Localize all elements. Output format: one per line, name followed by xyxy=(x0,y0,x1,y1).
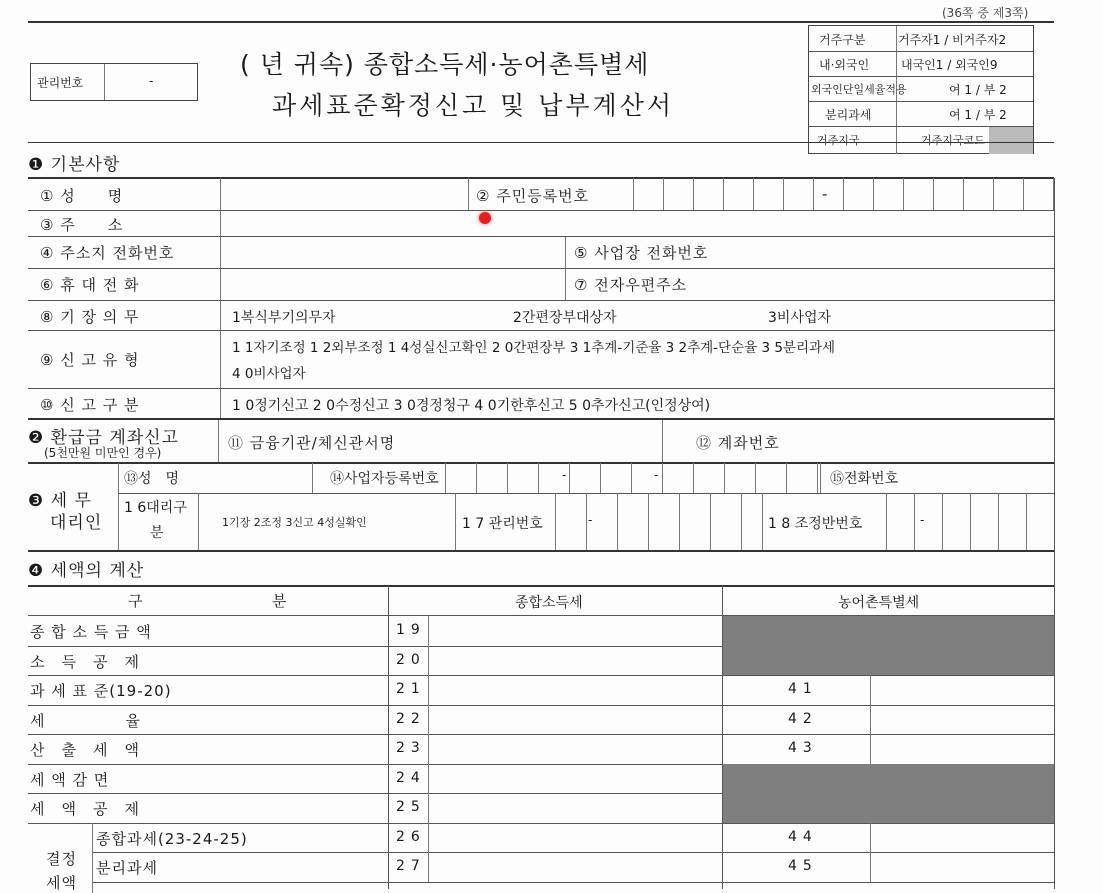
rural-row-divider xyxy=(870,734,871,764)
decided-label-1: 결정 xyxy=(46,850,77,868)
biz-no-digit-cell xyxy=(755,463,756,493)
flat-rate-label: 외국인단일세율적용 xyxy=(811,83,907,96)
tax-row-number: 22 xyxy=(396,710,426,727)
rural-row-number: 43 xyxy=(788,740,818,756)
biz-no-digit-cell xyxy=(507,463,508,493)
agent-mgmt-digit-cell xyxy=(555,493,556,550)
country-label: 거주지국 xyxy=(817,134,860,147)
flat-rate-value: 여 1 / 부 2 xyxy=(949,83,1007,97)
filing-type-label: ⑨ 신 고 유 형 xyxy=(40,351,140,369)
shaded-cell xyxy=(723,616,1054,646)
decided-group-rule xyxy=(28,823,92,824)
tax-row-number: 21 xyxy=(396,681,426,697)
agent-biz-no-label: ⑭사업자등록번호 xyxy=(330,471,439,487)
rural-row-number: 41 xyxy=(788,681,818,697)
decided-group-divider xyxy=(92,823,93,893)
biz-dash-2: - xyxy=(654,468,659,482)
rrn-digit-cell xyxy=(903,178,904,210)
rrn-digit-cell xyxy=(933,178,934,210)
biz-no-digit-cell xyxy=(693,463,694,493)
biz-no-digit-cell xyxy=(662,463,663,493)
tax-row-divider xyxy=(428,616,429,646)
section2-subheading: (5천만원 미만인 경우) xyxy=(44,446,162,460)
agent-mgmt-digit-cell xyxy=(741,493,742,550)
tax-row-rule xyxy=(28,734,1054,735)
tax-row-label: 세 액 공 제 xyxy=(30,800,140,818)
tax-row-divider xyxy=(428,734,429,764)
tax-row-divider xyxy=(428,764,429,794)
bookkeeping-label: ⑧ 기 장 의 무 xyxy=(40,308,140,326)
tax-row-divider xyxy=(428,646,429,676)
tax-row-divider xyxy=(428,852,429,882)
management-number-label: 관리번호 xyxy=(37,76,84,90)
nationality-value: 내국인1 / 외국인9 xyxy=(901,58,998,72)
tax-row-label: 세 율 xyxy=(30,711,141,730)
form-title-line1: ( 년 귀속) 종합소득세·농어촌특별세 xyxy=(240,50,650,79)
rural-row-number: 45 xyxy=(788,858,818,874)
agent-mgmt-no-label: 1 7 관리번호 xyxy=(462,516,543,532)
rural-row-divider xyxy=(870,675,871,705)
agent-class-label-1: 1 6대리구 xyxy=(124,500,187,516)
section3-heading-2: 대리인 xyxy=(50,513,103,533)
agent-mgmt-digit-cell xyxy=(617,493,618,550)
tax-row-label: 분리과세 xyxy=(96,859,158,877)
rrn-label: ② 주민등록번호 xyxy=(476,187,590,205)
nationality-label: 내·외국인 xyxy=(819,58,870,72)
bank-label: ⑪ 금융기관/체신관서명 xyxy=(228,434,396,452)
separate-tax-value: 여 1 / 부 2 xyxy=(949,108,1007,122)
adjust-no-digit-cell xyxy=(970,493,971,550)
adjust-no-digit-cell xyxy=(942,493,943,550)
name-label: ① 성 명 xyxy=(40,187,124,205)
biz-no-digit-cell xyxy=(600,463,601,493)
filing-class-options: 1 0정기신고 2 0수정신고 3 0경정청구 4 0기한후신고 5 0추가신고(인정상여) xyxy=(232,398,711,414)
tax-row-rule xyxy=(92,852,1054,853)
col-division-1: 구 xyxy=(128,592,144,610)
country-code-label: 거주지국코드 xyxy=(921,134,985,147)
col-rural-tax: 농어촌특별세 xyxy=(838,595,920,611)
mobile-label: ⑥ 휴 대 전 화 xyxy=(40,276,140,294)
rrn-dash: - xyxy=(822,185,829,203)
tax-row-rule xyxy=(28,823,1054,824)
tax-row-number: 26 xyxy=(396,828,426,845)
adjust-no-digit-cell xyxy=(914,493,915,550)
section4-heading: ❹ 세액의 계산 xyxy=(28,561,145,581)
col-division-2: 분 xyxy=(272,592,288,610)
residency-value: 거주자1 / 비거주자2 xyxy=(898,33,1007,47)
agent-class-options: 1기장 2조정 3신고 4성실확인 xyxy=(222,516,367,529)
agent-mgmt-digit-cell xyxy=(679,493,680,550)
adjust-no-digit-cell xyxy=(998,493,999,550)
tax-row-divider xyxy=(428,705,429,735)
biz-no-digit-cell xyxy=(786,463,787,493)
shaded-cell xyxy=(723,793,1054,823)
biz-no-digit-cell xyxy=(724,463,725,493)
rrn-digit-cell xyxy=(1023,178,1024,210)
agent-mgmt-digit-cell xyxy=(586,493,587,550)
home-phone-label: ④ 주소지 전화번호 xyxy=(40,244,175,262)
tax-row-divider xyxy=(428,675,429,705)
tax-row-divider xyxy=(428,823,429,853)
rural-row-divider xyxy=(870,705,871,735)
section2-heading: ❷ 환급금 계좌신고 xyxy=(28,428,180,448)
bookkeeping-option-1: 1복식부기의무자 xyxy=(232,310,336,326)
section1-heading: ❶ 기본사항 xyxy=(28,155,121,175)
form-title-line2: 과세표준확정신고 및 납부계산서 xyxy=(272,91,674,120)
decided-label-2: 세액 xyxy=(46,874,77,892)
bookkeeping-option-3: 3비사업자 xyxy=(768,310,832,326)
tax-row-number: 19 xyxy=(396,622,426,638)
rrn-digit-cell xyxy=(633,178,634,210)
tax-row-label: 과 세 표 준(19-20) xyxy=(30,682,172,700)
residency-box xyxy=(808,25,1034,154)
tax-row-number: 25 xyxy=(396,799,426,815)
separate-tax-label: 분리과세 xyxy=(825,108,872,122)
filing-type-options-1: 1 1자기조정 1 2외부조정 1 4성실신고확인 2 0간편장부 3 1추계-기준율 3 2추계-단순율 3 5분리과세 xyxy=(232,340,836,356)
management-number-value: - xyxy=(149,74,154,88)
rural-row-number: 42 xyxy=(788,710,818,727)
agent-name-label: ⑬성 명 xyxy=(124,471,180,487)
residency-label: 거주구분 xyxy=(819,33,866,47)
section3-heading-1: ❸ 세 무 xyxy=(28,491,92,511)
adjust-no-label: 1 8 조정반번호 xyxy=(768,516,863,532)
page-note: (36쪽 중 제3쪽) xyxy=(942,6,1029,20)
biz-no-digit-cell xyxy=(631,463,632,493)
biz-no-digit-cell xyxy=(445,463,446,493)
col-income-tax: 종합소득세 xyxy=(515,595,583,611)
adjust-no-digit-cell xyxy=(1026,493,1027,550)
tax-row-number: 24 xyxy=(396,769,426,786)
biz-dash-1: - xyxy=(562,468,567,482)
adjust-dash: - xyxy=(920,513,925,527)
tax-row-label: 세 액 감 면 xyxy=(30,770,110,789)
rrn-digit-cell xyxy=(843,178,844,210)
rural-row-divider xyxy=(870,852,871,882)
rrn-digit-cell xyxy=(963,178,964,210)
tax-row-label: 종합과세(23-24-25) xyxy=(96,829,248,848)
biz-no-digit-cell xyxy=(569,463,570,493)
bookkeeping-option-2: 2간편장부대상자 xyxy=(513,310,617,326)
tax-row-number: 23 xyxy=(396,740,426,756)
tax-row-divider xyxy=(428,793,429,823)
agent-mgmt-digit-cell xyxy=(710,493,711,550)
rrn-digit-cell xyxy=(813,178,814,210)
shaded-cell xyxy=(723,646,1054,676)
cursor-dot xyxy=(479,212,491,224)
management-number-box xyxy=(30,63,198,101)
biz-no-digit-cell xyxy=(817,463,818,493)
rrn-digit-cell xyxy=(663,178,664,210)
rrn-digit-cell xyxy=(693,178,694,210)
email-label: ⑦ 전자우편주소 xyxy=(574,276,688,294)
tax-row-number: 27 xyxy=(396,858,426,874)
agent-mgmt-dash: - xyxy=(588,513,593,527)
tax-row-label: 산 출 세 액 xyxy=(30,741,140,759)
tax-row-rule xyxy=(28,675,1054,676)
biz-no-digit-cell xyxy=(538,463,539,493)
rrn-digit-cell xyxy=(753,178,754,210)
agent-phone-label: ⑮전화번호 xyxy=(830,471,899,487)
rural-row-number: 44 xyxy=(788,828,818,845)
rrn-digit-cell xyxy=(993,178,994,210)
account-label: ⑫ 계좌번호 xyxy=(696,434,780,452)
agent-mgmt-digit-cell xyxy=(648,493,649,550)
rrn-digit-cell xyxy=(723,178,724,210)
tax-row-rule xyxy=(28,705,1054,706)
shaded-cell xyxy=(723,764,1054,794)
address-label: ③ 주 소 xyxy=(40,216,124,234)
tax-row-label: 종 합 소 득 금 액 xyxy=(30,623,152,641)
agent-class-label-2: 분 xyxy=(150,525,164,541)
tax-row-label: 소 득 공 제 xyxy=(30,652,140,671)
rrn-digit-cell xyxy=(783,178,784,210)
adjust-no-digit-cell xyxy=(886,493,887,550)
rural-row-divider xyxy=(870,823,871,853)
filing-type-options-2: 4 0비사업자 xyxy=(232,366,306,382)
rrn-digit-cell xyxy=(873,178,874,210)
filing-class-label: ⑩ 신 고 구 분 xyxy=(40,396,140,414)
biz-phone-label: ⑤ 사업장 전화번호 xyxy=(574,244,709,262)
tax-row-rule xyxy=(92,882,1054,883)
biz-no-digit-cell xyxy=(476,463,477,493)
tax-row-number: 20 xyxy=(396,651,426,668)
